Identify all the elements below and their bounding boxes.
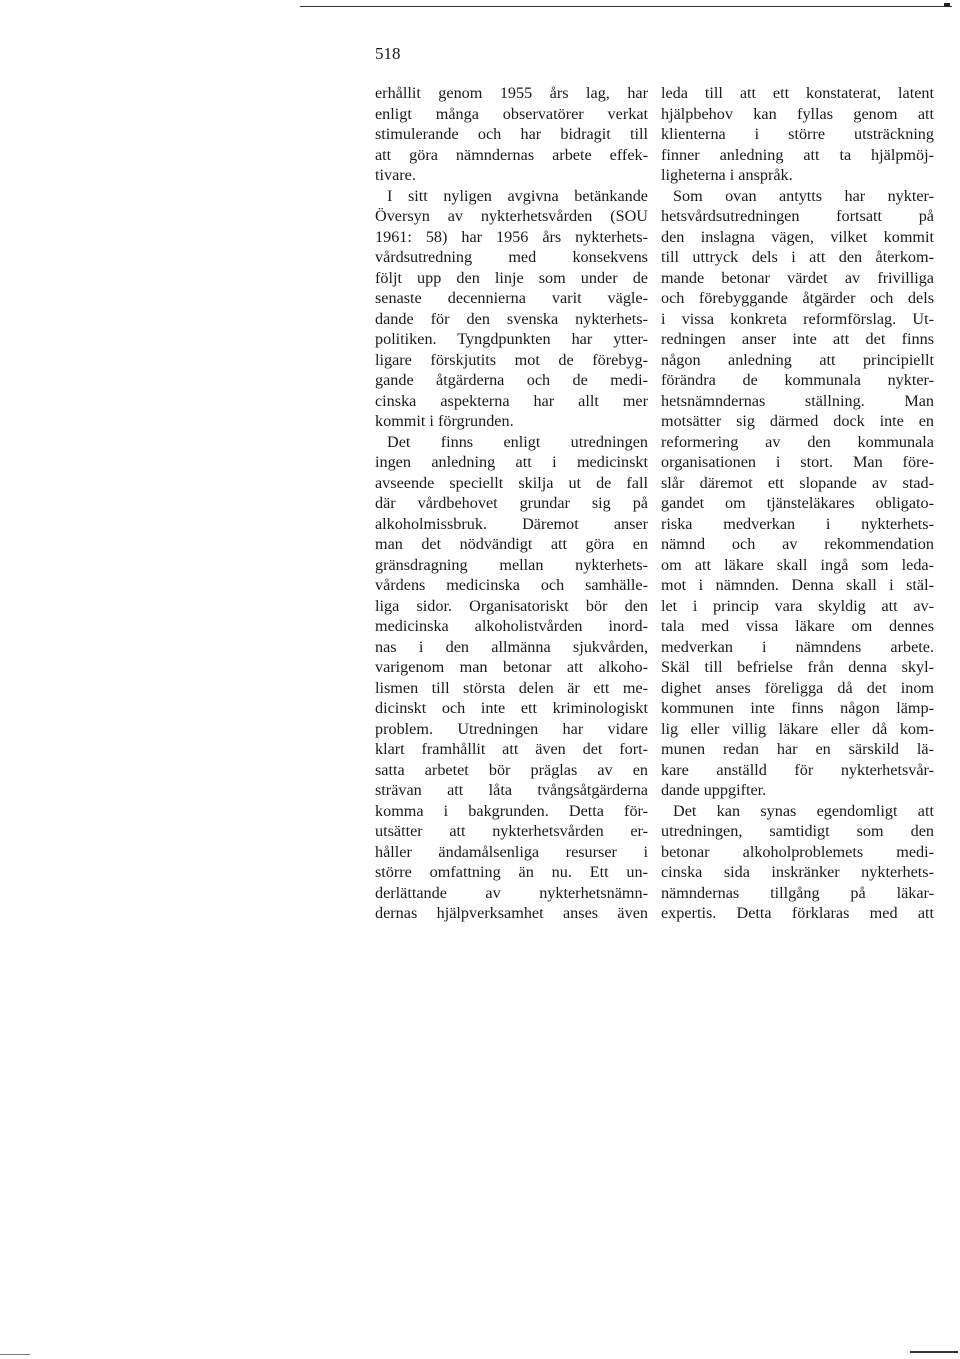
text-line: större omfattning än nu. Ett un- bbox=[375, 863, 648, 881]
text-line: utredningen, samtidigt som den bbox=[661, 822, 934, 840]
text-line: nämndernas tillgång på läkar- bbox=[661, 883, 934, 902]
text-line: expertis. Detta förklaras med att bbox=[661, 904, 934, 922]
text-line: leda till att ett konstaterat, latent bbox=[661, 84, 934, 102]
text-line: mot i nämnden. Denna skall i stäl- bbox=[661, 576, 934, 594]
text-line: medicinska alkoholistvården inord- bbox=[375, 617, 648, 635]
text-line: mande betonar värdet av frivilliga bbox=[661, 268, 934, 287]
text-line: klienterna i större utsträckning bbox=[661, 125, 934, 143]
text-line: cinska aspekterna har allt mer bbox=[375, 391, 648, 410]
text-line: I sitt nyligen avgivna betänkande bbox=[387, 186, 648, 205]
text-line: cinska sida inskränker nykterhets- bbox=[661, 863, 934, 881]
top-corner-mark bbox=[944, 3, 950, 7]
text-line: följt upp den linje som under de bbox=[375, 268, 648, 287]
text-line: till uttryck dels i att den återkom- bbox=[661, 248, 934, 266]
text-line: att göra nämndernas arbete effek- bbox=[375, 145, 648, 164]
text-line: avseende speciellt skilja ut de fall bbox=[375, 473, 648, 492]
text-line: finner anledning att ta hjälpmöj- bbox=[661, 145, 934, 164]
text-line: erhållit genom 1955 års lag, har bbox=[375, 84, 648, 102]
bottom-rule-right bbox=[910, 1351, 958, 1353]
text-line: senaste decennierna varit vägle- bbox=[375, 289, 648, 307]
text-line: komma i bakgrunden. Detta för- bbox=[375, 801, 648, 820]
text-line: derlättande av nykterhetsnämn- bbox=[375, 883, 648, 902]
text-line: problem. Utredningen har vidare bbox=[375, 719, 648, 738]
text-line: kommit i förgrunden. bbox=[375, 412, 514, 430]
page-number: 518 bbox=[375, 44, 401, 63]
text-line: motsätter sig därmed dock inte en bbox=[661, 412, 934, 430]
text-line: Som ovan antytts har nykter- bbox=[673, 186, 934, 205]
text-line: gandet om tjänsteläkares obligato- bbox=[661, 494, 934, 512]
top-rule bbox=[300, 6, 952, 7]
bottom-rule-left bbox=[0, 1354, 30, 1355]
text-line: let i princip vara skyldig att av- bbox=[661, 596, 934, 615]
text-line: dande för den svenska nykterhets- bbox=[375, 309, 648, 328]
text-line: den inslagna vägen, vilket kommit bbox=[661, 227, 934, 246]
text-line: hjälpbehov kan fyllas genom att bbox=[661, 104, 934, 123]
text-line: förändra de kommunala nykter- bbox=[661, 371, 934, 389]
text-line: medverkan i nämndens arbete. bbox=[661, 637, 934, 656]
text-column-left bbox=[375, 83, 648, 924]
text-line: dande uppgifter. bbox=[661, 781, 767, 799]
text-line: enligt många observatörer verkat bbox=[375, 104, 648, 123]
text-line: politiken. Tyngdpunkten har ytter- bbox=[375, 330, 648, 348]
text-line: dernas hjälpverksamhet anses även bbox=[375, 904, 648, 922]
text-line: betonar alkoholproblemets medi- bbox=[661, 842, 934, 861]
text-line: vårdsutredning med konsekvens bbox=[375, 248, 648, 266]
text-line: nas i den allmänna sjukvården, bbox=[375, 637, 648, 656]
text-line: varigenom man betonar att alkoho- bbox=[375, 658, 648, 676]
text-line: organisationen i stort. Man före- bbox=[661, 453, 934, 471]
text-line: man det nödvändigt att göra en bbox=[375, 535, 648, 553]
text-line: alkoholmissbruk. Däremot anser bbox=[375, 514, 648, 533]
text-line: hetsnämndernas ställning. Man bbox=[661, 391, 934, 410]
text-line: ligheterna i anspråk. bbox=[661, 166, 793, 184]
text-line: nämnd och av rekommendation bbox=[661, 535, 934, 553]
text-line: gränsdragning mellan nykterhets- bbox=[375, 555, 648, 574]
text-line: tivare. bbox=[375, 166, 416, 184]
text-line: vårdens medicinska och samhälle- bbox=[375, 576, 648, 594]
text-line: dicinskt och inte ett kriminologiskt bbox=[375, 699, 648, 717]
text-line: klart framhållit att även det fort- bbox=[375, 740, 648, 758]
text-line: Skäl till befrielse från denna skyl- bbox=[661, 658, 934, 676]
text-line: riska medverkan i nykterhets- bbox=[661, 514, 934, 533]
text-line: munen redan har en särskild lä- bbox=[661, 740, 934, 758]
text-line: lig eller villig läkare eller då kom- bbox=[661, 719, 934, 738]
text-line: reformering av den kommunala bbox=[661, 432, 934, 451]
text-line: slår däremot ett slopande av stad- bbox=[661, 473, 934, 492]
text-line: redningen anser inte att det finns bbox=[661, 330, 934, 348]
text-line: Det finns enligt utredningen bbox=[387, 432, 648, 451]
text-column-right bbox=[661, 83, 934, 924]
text-line: ingen anledning att i medicinskt bbox=[375, 453, 648, 471]
text-line: tala med vissa läkare om dennes bbox=[661, 617, 934, 635]
text-line: någon anledning att principiellt bbox=[661, 350, 934, 369]
text-line: Det kan synas egendomligt att bbox=[673, 801, 934, 820]
text-line: satta arbetet bör präglas av en bbox=[375, 760, 648, 779]
text-line: lismen till största delen är ett me- bbox=[375, 678, 648, 697]
text-line: liga sidor. Organisatoriskt bör den bbox=[375, 596, 648, 615]
text-line: kare anställd för nykterhetsvår- bbox=[661, 760, 934, 779]
text-line: om att läkare skall ingå som leda- bbox=[661, 555, 934, 574]
text-line: hetsvårdsutredningen fortsatt på bbox=[661, 207, 934, 225]
text-line: ligare förskjutits mot de förebyg- bbox=[375, 350, 648, 369]
text-line: dighet anses föreligga då det inom bbox=[661, 678, 934, 697]
text-line: Översyn av nykterhetsvården (SOU bbox=[375, 207, 648, 225]
text-line: i vissa konkreta reformförslag. Ut- bbox=[661, 309, 934, 328]
text-line: håller ändamålsenliga resurser i bbox=[375, 842, 648, 861]
text-line: strävan att låta tvångsåtgärderna bbox=[375, 781, 648, 799]
text-line: och förebyggande åtgärder och dels bbox=[661, 289, 934, 307]
text-line: gande åtgärderna och de medi- bbox=[375, 371, 648, 389]
text-line: där vårdbehovet grundar sig på bbox=[375, 494, 648, 512]
text-line: utsätter att nykterhetsvården er- bbox=[375, 822, 648, 840]
text-line: kommunen inte finns någon lämp- bbox=[661, 699, 934, 717]
text-line: stimulerande och har bidragit till bbox=[375, 125, 648, 143]
text-line: 1961: 58) har 1956 års nykterhets- bbox=[375, 227, 648, 246]
